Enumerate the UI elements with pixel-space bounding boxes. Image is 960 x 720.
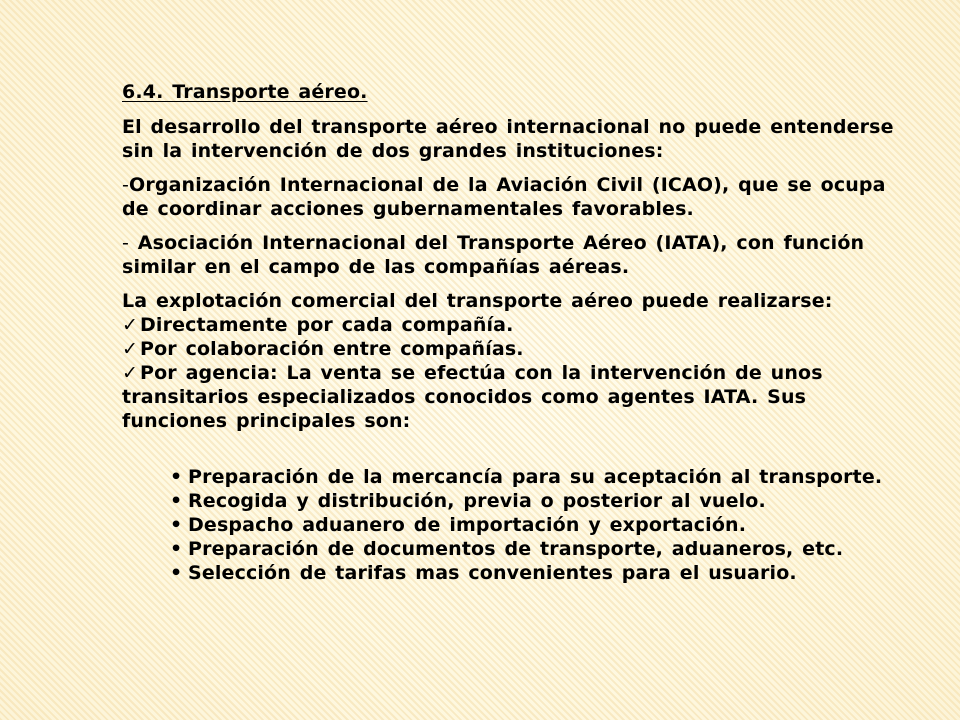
exploitation-intro: La explotación comercial del transporte aéreo puede realizarse:: [122, 290, 833, 312]
list-item: [122, 337, 912, 361]
function-text: Despacho aduanero de importación y exportación.: [188, 514, 747, 536]
list-item: [170, 537, 912, 561]
mode-text: Por agencia: La venta se efectúa con la intervención de unos transitarios especializados conocidos como agentes IATA. Sus funciones principales son:: [122, 362, 823, 432]
checkmark-icon: ✓: [122, 338, 139, 360]
agent-functions-list: [170, 465, 912, 585]
bullet-icon: •: [170, 562, 183, 584]
bullet-icon: •: [170, 514, 183, 536]
checkmark-icon: ✓: [122, 314, 139, 336]
checkmark-icon: ✓: [122, 362, 139, 384]
list-item: [122, 361, 912, 433]
function-text: Recogida y distribución, previa o posterior al vuelo.: [188, 490, 766, 512]
institution-text: Organización Internacional de la Aviación Civil (ICAO), que se ocupa de coordinar acciones gubernamentales favorables.: [122, 174, 886, 220]
exploitation-modes-list: [122, 313, 912, 433]
list-item: [170, 561, 912, 585]
list-item: [122, 313, 912, 337]
dash-marker: -: [122, 174, 130, 196]
intro-paragraph: El desarrollo del transporte aéreo internacional no puede entenderse sin la intervención de dos grandes instituciones:: [122, 116, 894, 162]
bullet-icon: •: [170, 466, 183, 488]
section-title: 6.4. Transporte aéreo.: [122, 81, 368, 103]
bullet-icon: •: [170, 538, 183, 560]
function-text: Preparación de la mercancía para su aceptación al transporte.: [188, 466, 883, 488]
mode-text: Directamente por cada compañía.: [140, 314, 514, 336]
slide-content: [122, 80, 912, 585]
bullet-icon: •: [170, 490, 183, 512]
function-text: Preparación de documentos de transporte, aduaneros, etc.: [188, 538, 844, 560]
list-item: [170, 513, 912, 537]
list-item: [170, 465, 912, 489]
institution-text: Asociación Internacional del Transporte Aéreo (IATA), con función similar en el campo de las compañías aéreas.: [122, 232, 865, 278]
mode-text: Por colaboración entre compañías.: [140, 338, 524, 360]
list-item: [170, 489, 912, 513]
institution-iata: [122, 231, 912, 279]
institution-icao: [122, 173, 912, 221]
dash-marker: -: [122, 232, 130, 254]
function-text: Selección de tarifas mas convenientes para el usuario.: [188, 562, 797, 584]
